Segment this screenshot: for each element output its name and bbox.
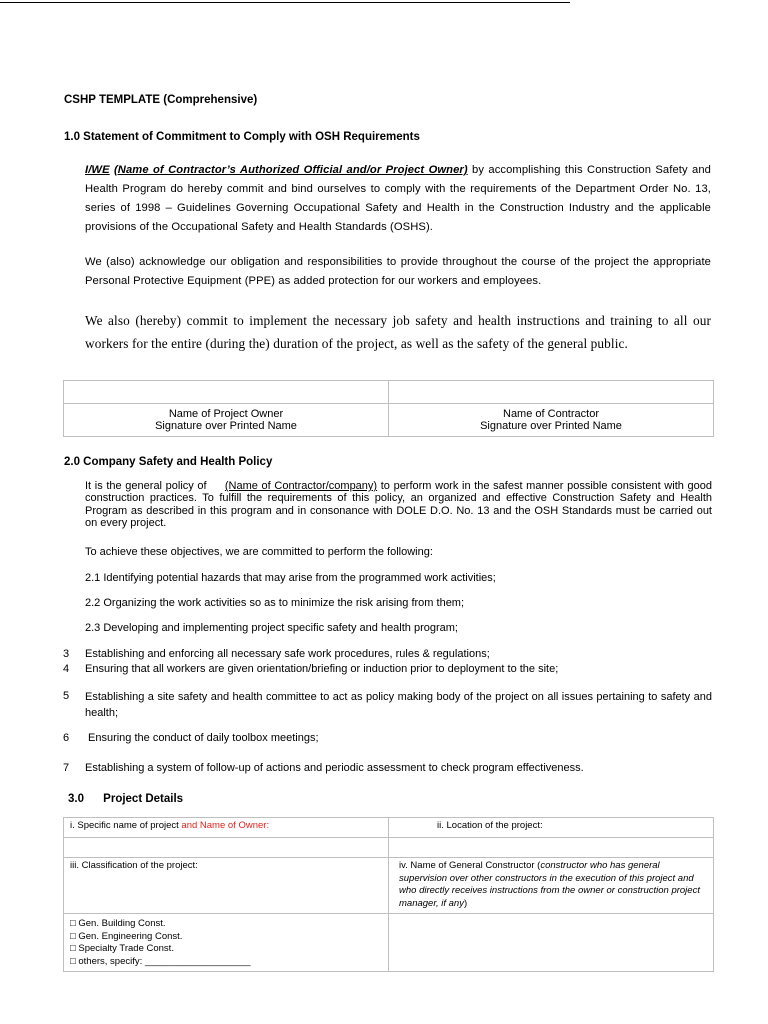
policy-lead: It is the general policy of — [85, 480, 211, 492]
project-details-table — [63, 817, 714, 972]
classification-label: iii. Classification of the project: — [70, 860, 198, 871]
section-1-heading: 1.0 Statement of Commitment to Comply with OSH Requirements — [64, 131, 420, 143]
numbered-item-text: Establishing a site safety and health committee to act as policy making body of the project on all issues pertaining to safety and health; — [85, 691, 712, 719]
classification-options — [64, 914, 389, 972]
section-3-number: 3.0 — [68, 793, 84, 805]
objective-item-2-3: 2.3 Developing and implementing project specific safety and health program; — [85, 622, 458, 634]
project-name-label: i. Specific name of project — [70, 820, 182, 831]
owner-signature-label: Signature over Printed Name — [155, 420, 297, 432]
commitment-paragraph-1 — [85, 161, 711, 237]
section-3-heading — [68, 793, 183, 805]
others-specify-checkbox[interactable]: □ others, specify: ____________________ — [70, 955, 251, 967]
owner-signature-space[interactable] — [64, 381, 389, 404]
list-number: 6 — [63, 732, 70, 744]
objective-item-2-1: 2.1 Identifying potential hazards that may arise from the programmed work activities; — [85, 572, 496, 584]
numbered-item-text: Establishing a system of follow-up of actions and periodic assessment to check program effectiveness. — [85, 762, 584, 774]
contractor-signature-cell — [389, 404, 714, 437]
section-2-heading: 2.0 Company Safety and Health Policy — [64, 456, 273, 468]
owner-name-label: Name of Project Owner — [168, 407, 284, 420]
objective-item-2-2: 2.2 Organizing the work activities so as to minimize the risk arising from them; — [85, 597, 465, 609]
owner-name-label: and Name of Owner — [181, 820, 267, 831]
numbered-item-text: Ensuring the conduct of daily toolbox meetings; — [88, 732, 319, 744]
objectives-intro: To achieve these objectives, we are committed to perform the following: — [85, 546, 433, 558]
general-constructor-close: ) — [463, 897, 468, 909]
policy-text: to perform work in the safest manner possible consistent with good construction practices. To fulfill the requirements of this policy, an organized and effective Construction Safety and Health Program as described in this program and in consonance with DOLE D.O. No. 13 and the OSH Standards must be carried out on every project. — [85, 480, 712, 529]
iwe-label: I/WE — [85, 164, 110, 176]
gen-engineering-checkbox[interactable]: □ Gen. Engineering Const. — [70, 930, 183, 942]
contractor-name-label: Name of Contractor — [503, 407, 599, 420]
general-constructor-note: constructor who has general supervision over other constructors in the execution of this project and who directly receives instructions from the owner or construction project manager, if any — [399, 860, 700, 909]
section-3-title: Project Details — [103, 793, 184, 805]
document-title: CSHP TEMPLATE (Comprehensive) — [64, 94, 258, 106]
project-location-cell — [389, 818, 714, 838]
owner-signature-cell — [64, 404, 389, 437]
list-number: 3 — [63, 648, 70, 660]
contractor-signature-space[interactable] — [389, 381, 714, 404]
project-name-cell — [64, 818, 389, 838]
general-constructor-cell — [389, 858, 714, 914]
general-constructor-label: iv. Name of General Constructor ( — [399, 860, 541, 871]
commitment-text: by accomplishing this Construction Safety and Health Program do hereby commit and bind ourselves to comply with the requirements of the Department Order No. 13, series of 1998 – Guidelines Governing Occupational Safety and Health in the Construction Industry and the applicable provisions of the Occupational Safety and Health Standards (OSHS). — [85, 164, 711, 233]
commitment-paragraph-2: We (also) acknowledge our obligation and responsibilities to provide throughout the course of the project the appropriate Personal Protective Equipment (PPE) as added protection for our workers and employees. — [85, 256, 711, 287]
official-name-placeholder: (Name of Contractor’s Authorized Official and/or Project Owner) — [113, 164, 468, 176]
specialty-trade-checkbox[interactable]: □ Specialty Trade Const. — [70, 943, 174, 954]
top-rule — [0, 2, 570, 3]
contractor-signature-label: Signature over Printed Name — [480, 420, 622, 432]
classification-cell — [64, 858, 389, 914]
project-location-input[interactable] — [389, 838, 714, 858]
contractor-name-placeholder: (Name of Contractor/company) — [224, 480, 378, 492]
commitment-paragraph-3: We also (hereby) commit to implement the necessary job safety and health instructions and training to all our workers for the entire (during the) duration of the project, as well as the safety of the general public. — [85, 313, 711, 351]
gen-building-checkbox[interactable]: □ Gen. Building Const. — [70, 918, 166, 929]
numbered-item-text: Establishing and enforcing all necessary safe work procedures, rules & regulations; — [85, 648, 490, 660]
list-number: 4 — [63, 663, 70, 675]
project-location-label: ii. Location of the project: — [437, 820, 543, 831]
owner-name-colon: : — [266, 820, 270, 831]
list-number: 7 — [63, 762, 70, 774]
numbered-item-text: Ensuring that all workers are given orientation/briefing or induction prior to deployment to the site; — [85, 663, 559, 675]
signature-table — [63, 380, 714, 437]
list-number: 5 — [63, 690, 70, 702]
project-name-input[interactable] — [64, 838, 389, 858]
general-constructor-input[interactable] — [389, 914, 714, 972]
policy-paragraph — [85, 480, 712, 529]
